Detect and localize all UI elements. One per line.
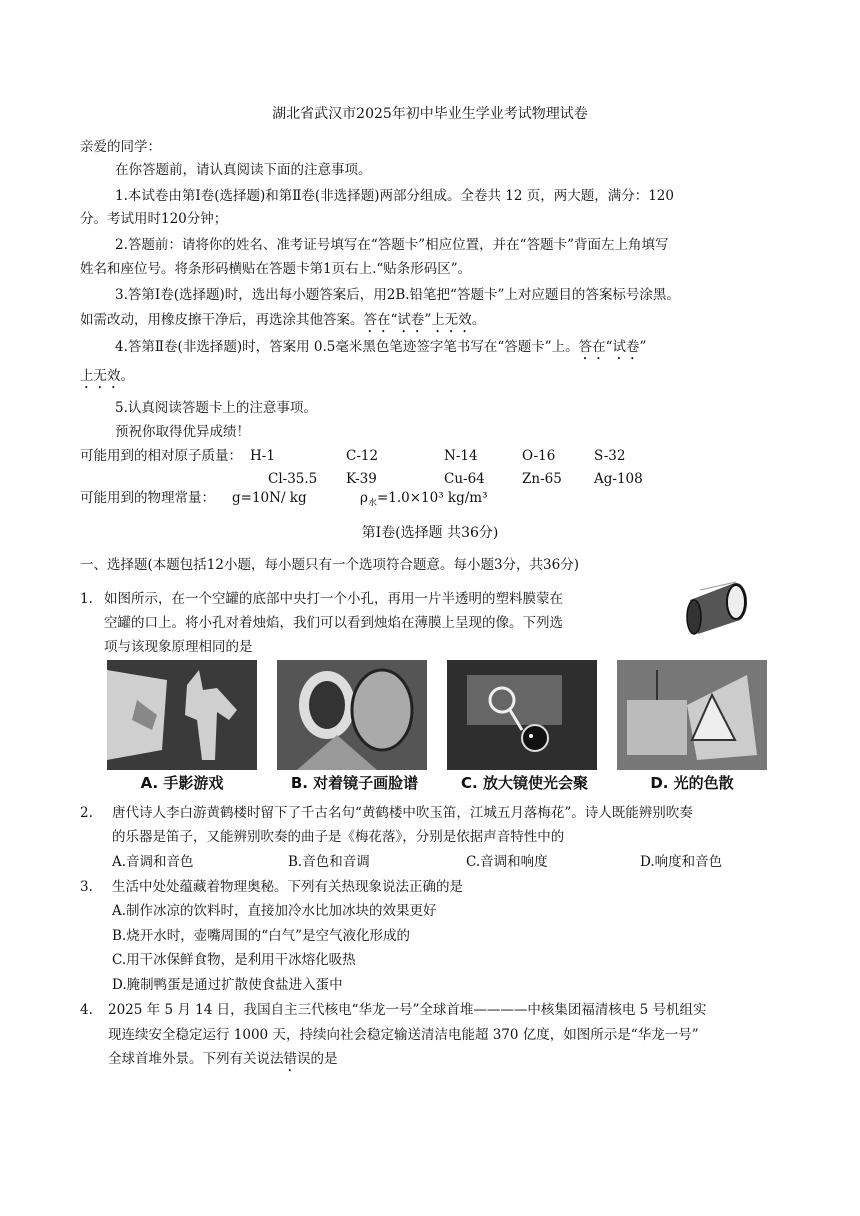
note-1-line-1: 1.本试卷由第Ⅰ卷(选择题)和第Ⅱ卷(非选择题)两部分组成。全卷共 12 页，两大题，满分：120	[115, 188, 674, 204]
q3-number: 3.	[80, 879, 93, 895]
q4-line-3-end: 误的是	[297, 1051, 338, 1067]
atomic-mass-label: 可能用到的相对原子质量：	[80, 448, 242, 464]
note-4-end: 。	[120, 368, 134, 384]
q4-line-3	[108, 1049, 338, 1075]
q4-emphasis: 错	[283, 1051, 297, 1067]
note-4-emphasis-1: 答在“试卷”	[578, 339, 647, 355]
figure-a-caption: A. 手影游戏	[140, 774, 224, 792]
q2-option-c: C.音调和响度	[466, 854, 548, 870]
figure-b-caption: B. 对着镜子画脸谱	[290, 774, 419, 792]
atomic-ag: Ag-108	[594, 471, 643, 487]
note-4-line-2	[80, 366, 134, 392]
atomic-cl: Cl-35.5	[268, 471, 318, 487]
atomic-c: C-12	[346, 448, 379, 464]
note-3-line-1: 3.答第Ⅰ卷(选择题)时，选出每小题答案后，用2B.铅笔把“答题卡”上对应题目的答案标号涂黑。	[115, 287, 680, 303]
q3-option-a: A.制作冰凉的饮料时，直接加冷水比加冰块的效果更好	[112, 903, 437, 919]
rho-symbol: ρ	[360, 490, 368, 506]
note-2-line-1: 2.答题前：请将你的姓名、准考证号填写在“答题卡”相应位置，并在“答题卡”背面左上角填写	[115, 237, 669, 253]
wish: 预祝你取得优异成绩！	[115, 424, 250, 440]
note-4-text: 4.答第Ⅱ卷(非选择题)时，答案用 0.5毫米黑色笔迹签字笔书写在“答题卡”上。	[115, 339, 579, 355]
note-3-line-2	[80, 310, 485, 336]
q4-number: 4.	[80, 1002, 93, 1018]
greeting: 亲爱的同学：	[80, 139, 161, 155]
q3-line-1: 生活中处处蕴藏着物理奥秘。下列有关热现象说法正确的是	[112, 879, 463, 895]
q1-line-2: 空罐的口上。将小孔对着烛焰，我们可以看到烛焰在薄膜上呈现的像。下列选	[104, 615, 563, 631]
note-5: 5.认真阅读答题卡上的注意事项。	[115, 400, 317, 416]
q2-option-d: D.响度和音色	[640, 854, 723, 870]
atomic-cu: Cu-64	[444, 471, 485, 487]
section-title: 第Ⅰ卷(选择题 共36分)	[361, 525, 499, 541]
note-4-emphasis-2: 上无效	[80, 368, 121, 384]
note-4-line-1	[115, 337, 646, 363]
q3-option-b: B.烧开水时，壶嘴周围的“白气”是空气液化形成的	[112, 928, 411, 944]
constant-rho	[360, 488, 488, 514]
q2-line-2: 的乐器是笛子，又能辨别吹奏的曲子是《梅花落》，分别是依据声音特性中的	[112, 829, 565, 845]
figure-b-mirror-face	[277, 660, 427, 770]
atomic-n: N-14	[444, 448, 478, 464]
q4-line-1: 2025 年 5 月 14 日，我国自主三代核电“华龙一号”全球首堆————中核集团福清核电 5 号机组实	[108, 1002, 707, 1018]
note-1-line-2: 分。考试用时120分钟；	[80, 211, 228, 227]
figure-c-caption: C. 放大镜使光会聚	[461, 774, 588, 792]
figure-d-caption: D. 光的色散	[650, 774, 734, 792]
atomic-k: K-39	[346, 471, 377, 487]
q1-line-1: 如图所示，在一个空罐的底部中央打一个小孔，再用一片半透明的塑料膜蒙在	[104, 591, 563, 607]
figure-a-hand-shadow	[107, 660, 257, 770]
q2-line-1: 唐代诗人李白游黄鹤楼时留下了千古名句“黄鹤楼中吹玉笛，江城五月落梅花”。诗人既能辨别吹奏	[112, 805, 693, 821]
rho-value: =1.0×10³ kg/m³	[376, 490, 488, 506]
note-3-end: 。	[471, 312, 486, 328]
intro: 在你答题前，请认真阅读下面的注意事项。	[115, 162, 372, 178]
note-3-text: 如需改动，用橡皮擦干净后，再选涂其他答案。	[80, 312, 364, 328]
q2-number: 2.	[80, 805, 93, 821]
q1-number: 1.	[80, 591, 93, 607]
q1-options-figures	[107, 660, 747, 792]
constant-g: g=10N/ kg	[232, 490, 307, 506]
q2-option-a: A.音调和音色	[112, 854, 194, 870]
atomic-o: O-16	[522, 448, 556, 464]
figure-d-dispersion	[617, 660, 767, 770]
atomic-h: H-1	[250, 448, 275, 464]
note-2-line-2: 姓名和座位号。将条形码横贴在答题卡第1页右上.“贴条形码区”。	[80, 261, 472, 277]
q3-option-c: C.用干冰保鲜食物，是利用干冰熔化吸热	[112, 952, 356, 968]
pinhole-can-figure	[680, 580, 750, 635]
q4-line-2: 现连续安全稳定运行 1000 天，持续向社会稳定输送清洁电能超 370 亿度，如图所示是“华龙一号”	[108, 1027, 699, 1043]
part-title: 一、选择题(本题包括12小题，每小题只有一个选项符合题意。每小题3分，共36分)	[80, 557, 579, 573]
figure-c-magnifier	[447, 660, 597, 770]
q2-option-b: B.音色和音调	[288, 854, 370, 870]
exam-title: 湖北省武汉市2025年初中毕业生学业考试物理试卷	[272, 106, 588, 122]
q3-option-d: D.腌制鸭蛋是通过扩散使食盐进入蛋中	[112, 977, 343, 993]
q1-line-3: 项与该现象原理相同的是	[104, 639, 253, 655]
rho-subscript: 水	[367, 498, 377, 509]
q4-line-3-text: 全球首堆外景。下列有关说法	[108, 1051, 284, 1067]
note-3-emphasis: 答在“试卷”上无效	[363, 312, 472, 328]
atomic-zn: Zn-65	[522, 471, 562, 487]
constants-label: 可能用到的物理常量：	[80, 490, 215, 506]
atomic-s: S-32	[594, 448, 626, 464]
